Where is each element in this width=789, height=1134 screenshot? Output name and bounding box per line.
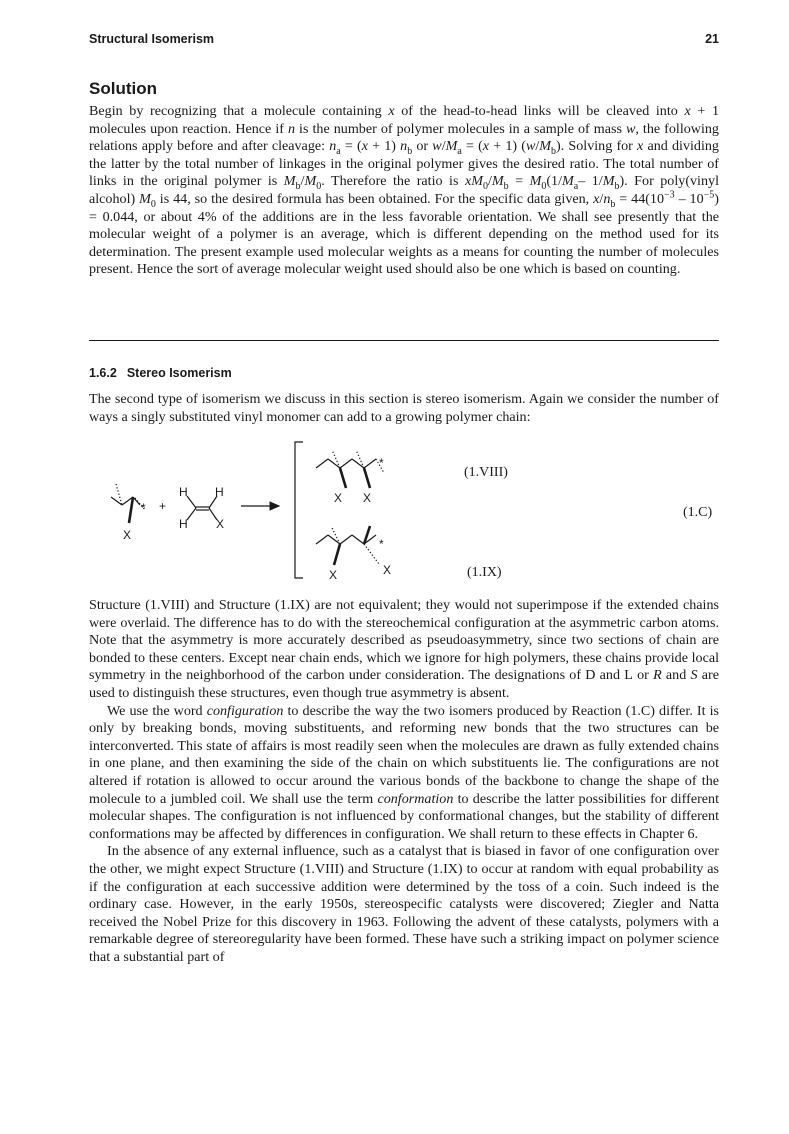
page-number: 21 [705, 32, 719, 46]
solution-heading: Solution [89, 79, 157, 98]
section-divider [89, 340, 719, 341]
atom-x-label: X [123, 528, 132, 542]
paragraph-2: We use the word configuration to describe the way the two isomers produced by Reaction (1.C) differ. It is only by breaking bonds, moving substituents, and reforming new bonds that the two structures can be interconverted. This state of affairs is most readily seen when the molecules are drawn as fully extended chains in one plane, and then examining the side of the chain on which substituents lie. The configurations are not altered if rotation is allowed to occur around the various bonds of the backbone to change the shape of the molecule to a jumbled coil. We shall use the term conformation to describe the latter possibilities for different molecular shapes. The configuration is not influenced by conformational changes, but the stability of different conformations may be affected by differences in configuration. We shall return to these effects in Chapter 6. [89, 702, 719, 842]
subsection-title: Stereo Isomerism [126, 366, 232, 380]
atom-x-label: X [363, 491, 372, 505]
paragraph-1: Structure (1.VIII) and Structure (1.IX) are not equivalent; they would not superimpose if the extended chains were overlaid. The difference has to do with the stereochemical configuration at the asymmetric carbon atoms. Note that the asymmetry is more accurately described as pseudoasymmetry, since two sections of chain are bonded to these centers. Except near chain ends, which we ignore for high polymers, these chains provide local symmetry in the neighborhood of the carbon under consideration. The designations of D and L or R and S are used to distinguish these structures, even though true asymmetry is absent. [89, 597, 719, 701]
paragraph-3: In the absence of any external influence, such as a catalyst that is biased in favor of one configuration over the other, we might expect Structure (1.VIII) and Structure (1.IX) to occur at random with equal probability as if the configuration at each successive addition were determined by the toss of a coin. Such indeed is the ordinary case. However, in the early 1950s, stereospecific catalysts were discovered; Ziegler and Natta received the Nobel Prize for this discovery in 1963. Following the advent of these catalysts, polymers with a remarkable degree of stereoregularity have been formed. These have such a striking impact on polymer science that a substantial part of [89, 843, 719, 965]
atom-x-label: X [329, 568, 338, 582]
radical-star: * [379, 537, 384, 551]
atom-x-label: X [216, 517, 225, 531]
atom-x-label: X [334, 491, 343, 505]
structure-label-viii: (1.VIII) [464, 465, 508, 480]
structure-label-ix: (1.IX) [467, 565, 502, 580]
reaction-scheme-drawing [89, 440, 719, 588]
subsection-number: 1.6.2 [89, 366, 117, 380]
structure-viii [316, 450, 384, 488]
main-text [89, 597, 719, 966]
atom-x-label: X [383, 563, 392, 577]
plus-sign: + [159, 499, 167, 513]
running-head-title: Structural Isomerism [89, 32, 215, 46]
atom-h-label: H [179, 485, 188, 499]
atom-h-label: H [215, 485, 224, 499]
product-bracket [295, 442, 303, 578]
structure-ix [316, 526, 379, 565]
radical-star: * [379, 456, 384, 470]
running-head [89, 32, 719, 52]
vinyl-monomer-structure [187, 496, 217, 520]
atom-h-label: H [179, 517, 188, 531]
reaction-number: (1.C) [683, 505, 713, 520]
intro-paragraph: The second type of isomerism we discuss in this section is stereo isomerism. Again we consider the number of ways a singly substituted vinyl monomer can add to a growing polymer chain: [89, 391, 719, 425]
chain-end-structure [111, 484, 145, 523]
reaction-scheme [89, 440, 719, 588]
subsection-heading [89, 366, 232, 380]
solution-paragraph: Begin by recognizing that a molecule containing x of the head-to-head links will be cleaved into x + 1 molecules upon reaction. Hence if n is the number of polymer molecules in a sample of mass w, the following relations apply before and after cleavage: $n_a = (x + 1)$ $n_b$ or $w/M_a = (x + 1)$ $(w/M_b)$. Solving for x and dividing the latter by the total number of linkages in the original polymer gives the desired ratio. The total number of links in the original polymer is $M_b/M_0$. Therefore the ratio is $xM_0/M_b = M_0(1/M_a-$ $1/M_b$). For poly(vinyl alcohol) $M_0$ is 44, so the desired formula has been obtained. For the specific data given, $x/n_b = 44(10^{-3} - 10^{-5}) = 0.044$, or about 4% of the additions are in the less favorable orientation. We shall see presently that the molecular weight of a polymer is an average, which is different depending on the method used for its determination. The present example used molecular weights as a means for counting the number of molecules present. Hence the sort of average molecular weight used should also be one which is based on counting. [89, 103, 719, 278]
radical-star: * [141, 501, 146, 515]
